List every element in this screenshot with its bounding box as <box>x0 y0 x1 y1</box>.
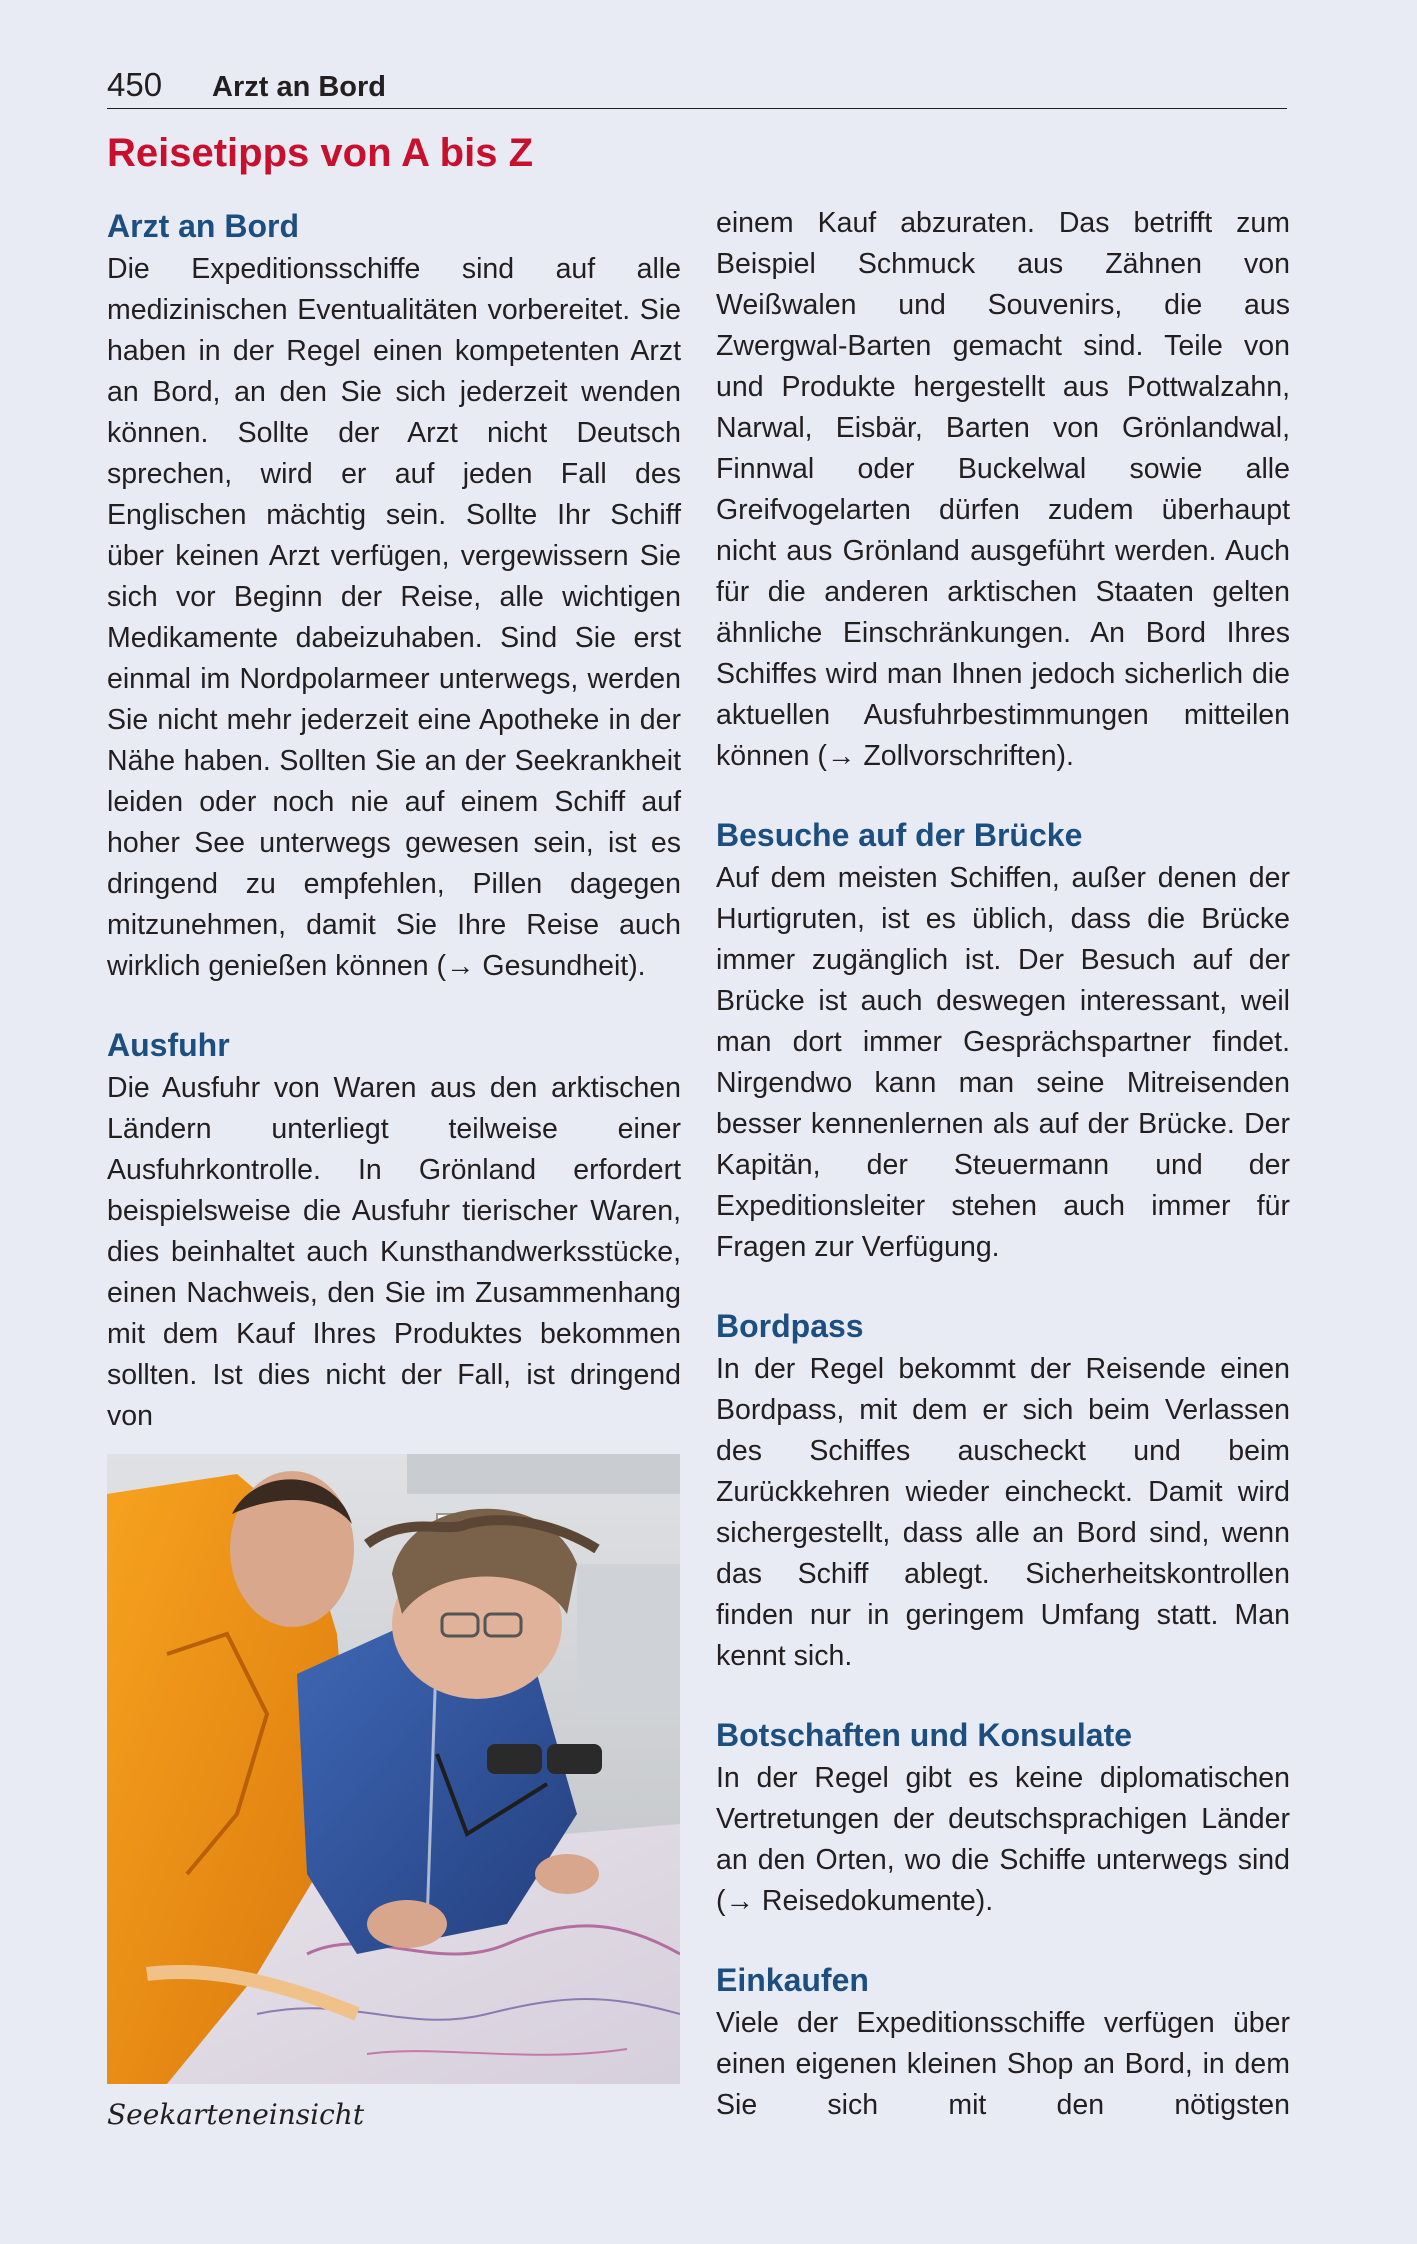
section-heading: Bordpass <box>716 1308 864 1344</box>
section-arzt-an-bord <box>107 203 681 987</box>
right-column <box>716 203 1290 2126</box>
photo-chart-reading <box>107 1454 680 2084</box>
left-column <box>107 203 681 1437</box>
section-body: In der Regel bekommt der Reisende einen Bordpass, mit dem er sich beim Verlassen des Schiffes auscheckt und beim Zurückkehren wieder eincheckt. Damit wird sichergestellt, dass alle an Bord sind, wenn das Schiff ablegt. Sicherheitskontrollen finden nur in geringem Umfang statt. Man kennt sich. <box>716 1353 1290 1672</box>
section-heading: Botschaften und Konsulate <box>716 1717 1133 1753</box>
section-body: Die Expeditionsschiffe sind auf alle medizinischen Eventualitäten vorbereitet. Sie haben in der Regel einen kompetenten Arzt an Bord, an den Sie sich jederzeit wenden können. Sollte der Arzt nicht Deutsch sprechen, wird er auf jeden Fall des Englischen mächtig sein. Sollte Ihr Schiff über keinen Arzt verfügen, vergewissern Sie sich vor Beginn der Reise, alle wichtigen Medikamente dabeizuhaben. Sind Sie erst einmal im Nordpolarmeer unterwegs, werden Sie nicht mehr jederzeit eine Apotheke in der Nähe haben. Sollten Sie an der Seekrankheit leiden oder noch nie auf einem Schiff auf hoher See unterwegs gewesen sein, ist es dringend zu empfehlen, Pillen dagegen mitzunehmen, damit Sie Ihre Reise auch wirklich genießen können (→ Gesundheit). <box>107 253 681 982</box>
section-ausfuhr <box>107 1022 681 1437</box>
section-body: Die Ausfuhr von Waren aus den arktischen Ländern unterliegt teilweise einer Ausfuhrkontrolle. In Grönland erfordert beispielsweise die Ausfuhr tierischer Waren, dies beinhaltet auch Kunsthandwerksstücke, einen Nachweis, den Sie im Zusammenhang mit dem Kauf Ihres Produktes bekommen sollten. Ist dies nicht der Fall, ist dringend von <box>107 1072 681 1432</box>
section-botschaften-und-konsulate <box>716 1712 1290 1922</box>
section-body: einem Kauf abzuraten. Das betrifft zum Beispiel Schmuck aus Zähnen von Weißwalen und Souvenirs, die aus Zwergwal-Barten gemacht sind. Teile von und Produkte hergestellt aus Pottwalzahn, Narwal, Eisbär, Barten von Grönlandwal, Finnwal oder Buckelwal sowie alle Greifvogelarten dürfen zudem überhaupt nicht aus Grönland ausgeführt werden. Auch für die anderen arktischen Staaten gelten ähnliche Einschränkungen. An Bord Ihres Schiffes wird man Ihnen jedoch sicherlich die aktuellen Ausfuhrbestimmungen mitteilen können (→ Zollvorschriften). <box>716 207 1290 772</box>
section-besuche-auf-der-bruecke <box>716 812 1290 1268</box>
page-number: 450 <box>107 66 163 103</box>
section-einkaufen <box>716 1957 1290 2126</box>
section-body: In der Regel gibt es keine diplomatischen Vertretungen der deutschsprachigen Länder an den Orten, wo die Schiffe unterwegs sind (→ Reisedokumente). <box>716 1762 1290 1917</box>
section-heading: Arzt an Bord <box>107 208 299 244</box>
section-body: Auf dem meisten Schiffen, außer denen der Hurtigruten, ist es üblich, dass die Brücke immer zugänglich ist. Der Besuch auf der Brücke ist auch deswegen interessant, weil man dort immer Gesprächspartner findet. Nirgendwo kann man seine Mitreisenden besser kennenlernen als auf der Brücke. Der Kapitän, der Steuermann und der Expeditionsleiter stehen auch immer für Fragen zur Verfügung. <box>716 862 1290 1263</box>
page-title: Reisetipps von A bis Z <box>107 131 533 175</box>
page-header <box>107 62 1287 109</box>
section-heading: Ausfuhr <box>107 1027 230 1063</box>
section-heading: Einkaufen <box>716 1962 869 1998</box>
section-ausfuhr-continued <box>716 203 1290 777</box>
section-heading: Besuche auf der Brücke <box>716 817 1083 853</box>
running-head: Arzt an Bord <box>212 71 386 103</box>
section-body: Viele der Expeditionsschiffe verfügen über einen eigenen kleinen Shop an Bord, in dem Sie sich mit den nötigsten <box>716 2007 1290 2121</box>
section-bordpass <box>716 1303 1290 1677</box>
photo-caption: Seekarteneinsicht <box>107 2098 365 2131</box>
